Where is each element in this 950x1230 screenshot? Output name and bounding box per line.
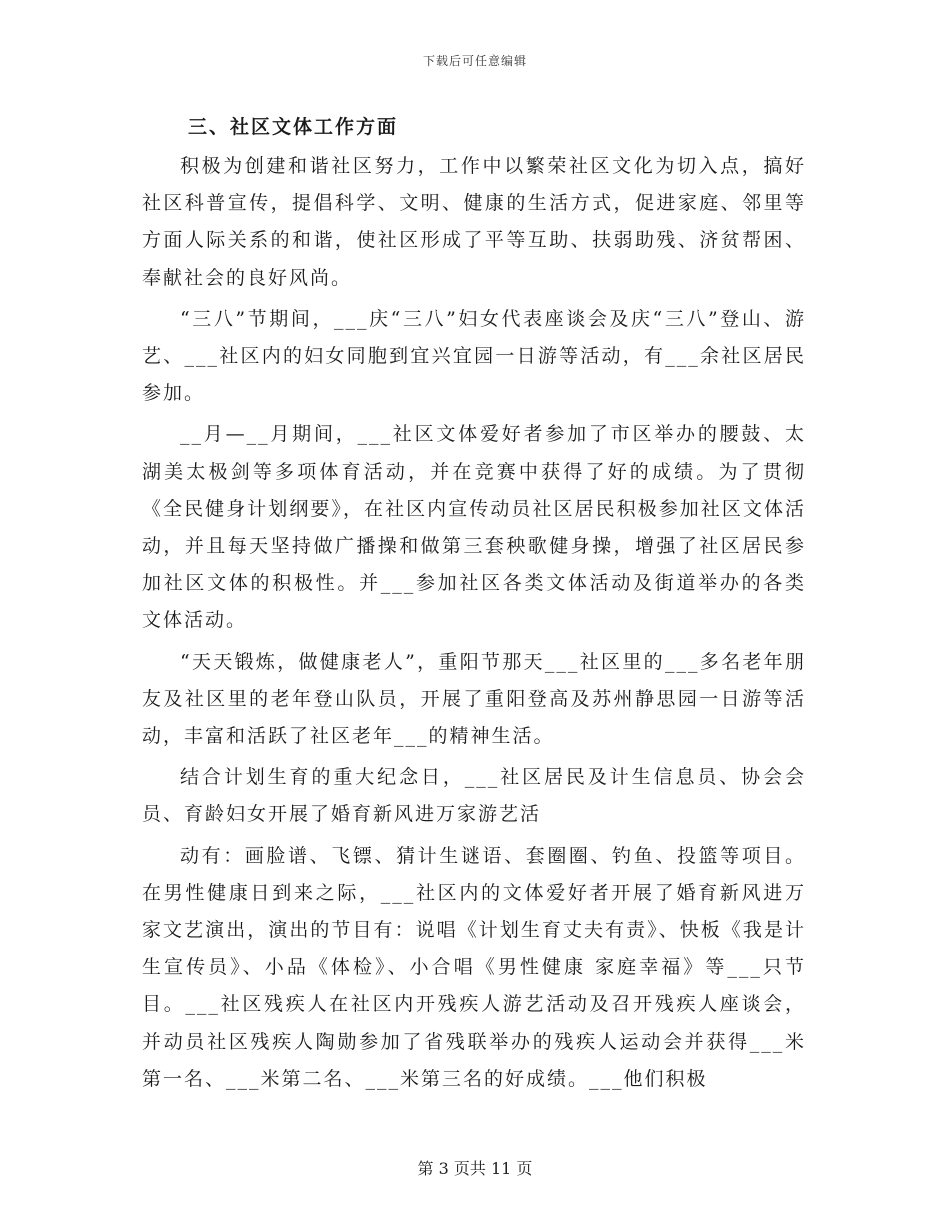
paragraph-5: 结合计划生育的重大纪念日，___社区居民及计生信息员、协会会员、育龄妇女开展了婚育新风进万家游艺活 <box>142 766 806 826</box>
paragraph-4: “天天锻炼，做健康老人”，重阳节那天___社区里的___多名老年朋友及社区里的老年登山队员，开展了重阳登高及苏州静思园一日游等活动，丰富和活跃了社区老年___的精神生活。 <box>142 650 806 748</box>
document-body <box>142 108 806 1102</box>
paragraph-6: 动有：画脸谱、飞镖、猜计生谜语、套圈圈、钓鱼、投篮等项目。在男性健康日到来之际，___社区内的文体爱好者开展了婚育新风进万家文艺演出，演出的节目有：说唱《计划生育丈夫有责》、快板《我是计生宣传员》、小品《体检》、小合唱《男性健康 家庭幸福》等___只节目。___社区残疾人在社区内开残疾人游艺活动及召开残疾人座谈会，并动员社区残疾人陶勋参加了省残联举办的残疾人运动会并获得___米第一名、___米第二名、___米第三名的好成绩。___他们积极 <box>142 844 806 1090</box>
section-heading: 三、社区文体工作方面 <box>188 116 399 138</box>
paragraph-2: “三八”节期间，___庆“三八”妇女代表座谈会及庆“三八”登山、游艺、___社区内的妇女同胞到宜兴宜园一日游等活动，有___余社区居民参加。 <box>142 307 806 405</box>
page-number: 第 3 页共 11 页 <box>417 1159 533 1178</box>
paragraph-3: __月—__月期间，___社区文体爱好者参加了市区举办的腰鼓、太湖美太极剑等多项体育活动，并在竞赛中获得了好的成绩。为了贯彻《全民健身计划纲要》，在社区内宣传动员社区居民积极参加社区文体活动，并且每天坚持做广播操和做第三套秧歌健身操，增强了社区居民参加社区文体的积极性。并___参加社区各类文体活动及街道举办的各类文体活动。 <box>142 423 806 632</box>
paragraph-1: 积极为创建和谐社区努力，工作中以繁荣社区文化为切入点，搞好社区科普宣传，提倡科学、文明、健康的生活方式，促进家庭、邻里等方面人际关系的和谐，使社区形成了平等互助、扶弱助残、济贫帮困、奉献社会的良好风尚。 <box>142 155 806 289</box>
page-header-note: 下载后可任意编辑 <box>422 54 527 68</box>
